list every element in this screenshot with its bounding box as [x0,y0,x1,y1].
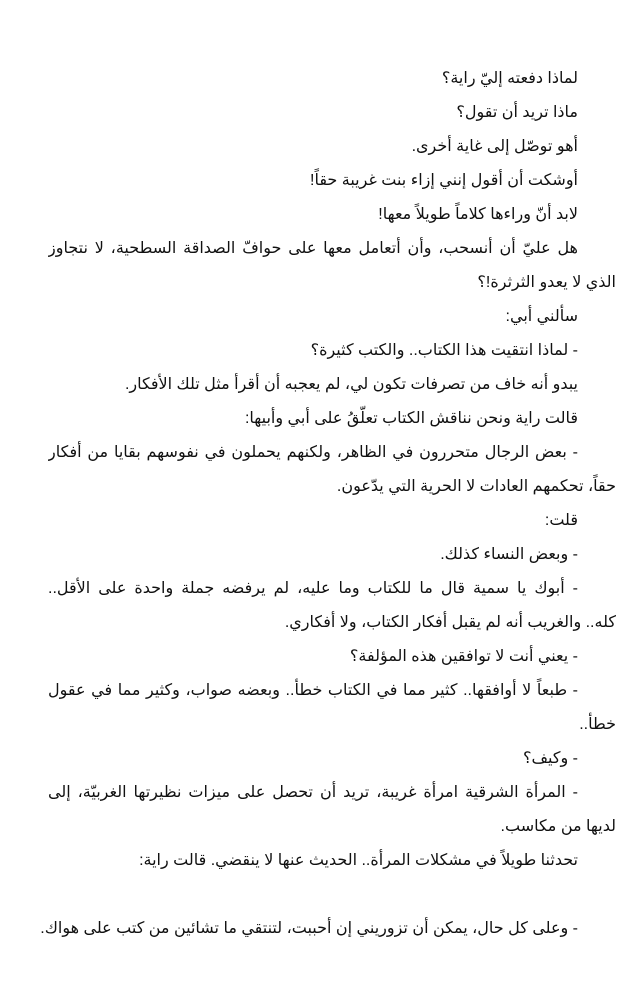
blank-line [48,878,616,912]
text-line: - وكيف؟ [523,750,578,767]
text-line: أهو توصّل إلى غاية أخرى. [411,138,578,155]
text-line: خطأ.. [579,716,616,733]
text-line: - بعض الرجال متحررون في الظاهر، ولكنهم يحملون في نفوسهم بقايا من أفكار [48,444,578,461]
text-line: ماذا تريد أن تقول؟ [456,104,578,121]
text-line: حقاً، تحكمهم العادات لا الحرية التي يدّعون. [336,478,616,495]
text-line: تحدثنا طويلاً في مشكلات المرأة.. الحديث عنها لا ينقضي. قالت راية: [139,852,578,869]
text-line: كله.. والغريب أنه لم يقبل أفكار الكتاب، ولا أفكاري. [284,614,616,631]
text-line: - وبعض النساء كذلك. [440,546,578,563]
text-line: - يعني أنت لا توافقين هذه المؤلفة؟ [349,648,578,665]
text-line: - المرأة الشرقية امرأة غريبة، تريد أن تحصل على ميزات نظيرتها الغربيّة، إلى [48,784,578,801]
text-line: - وعلى كل حال، يمكن أن تزوريني إن أحببت، لتنتقي ما تشائين من كتب على هواك. [40,920,578,937]
text-line: قلت: [544,512,578,529]
text-line: هل عليّ أن أنسحب، وأن أتعامل معها على حوافّ الصداقة السطحية، لا نتجاوز [48,240,578,257]
text-line: - طبعاً لا أوافقها.. كثير مما في الكتاب خطأ.. وبعضه صواب، وكثير مما في عقول [48,682,578,699]
text-line: لديها من مكاسب. [500,818,616,835]
document-body [40,62,616,946]
text-line: لماذا دفعته إليّ راية؟ [441,70,578,87]
text-line: قالت راية ونحن نناقش الكتاب تعلّقُ على أبي وأبيها: [244,410,578,427]
text-line: سألني أبي: [505,308,578,325]
text-line: أوشكت أن أقول إنني إزاء بنت غريبة حقاً! [310,172,578,189]
text-line: - لماذا انتقيت هذا الكتاب.. والكتب كثيرة؟ [310,342,578,359]
text-line: لابد أنّ وراءها كلاماً طويلاً معها! [378,206,578,223]
text-line: الذي لا يعدو الثرثرة!؟ [477,274,616,291]
text-line: - أبوك يا سمية قال ما للكتاب وما عليه، لم يرفضه جملة واحدة على الأقل.. [48,580,578,597]
text-line: يبدو أنه خاف من تصرفات تكون لي، لم يعجبه أن أقرأ مثل تلك الأفكار. [124,376,578,393]
